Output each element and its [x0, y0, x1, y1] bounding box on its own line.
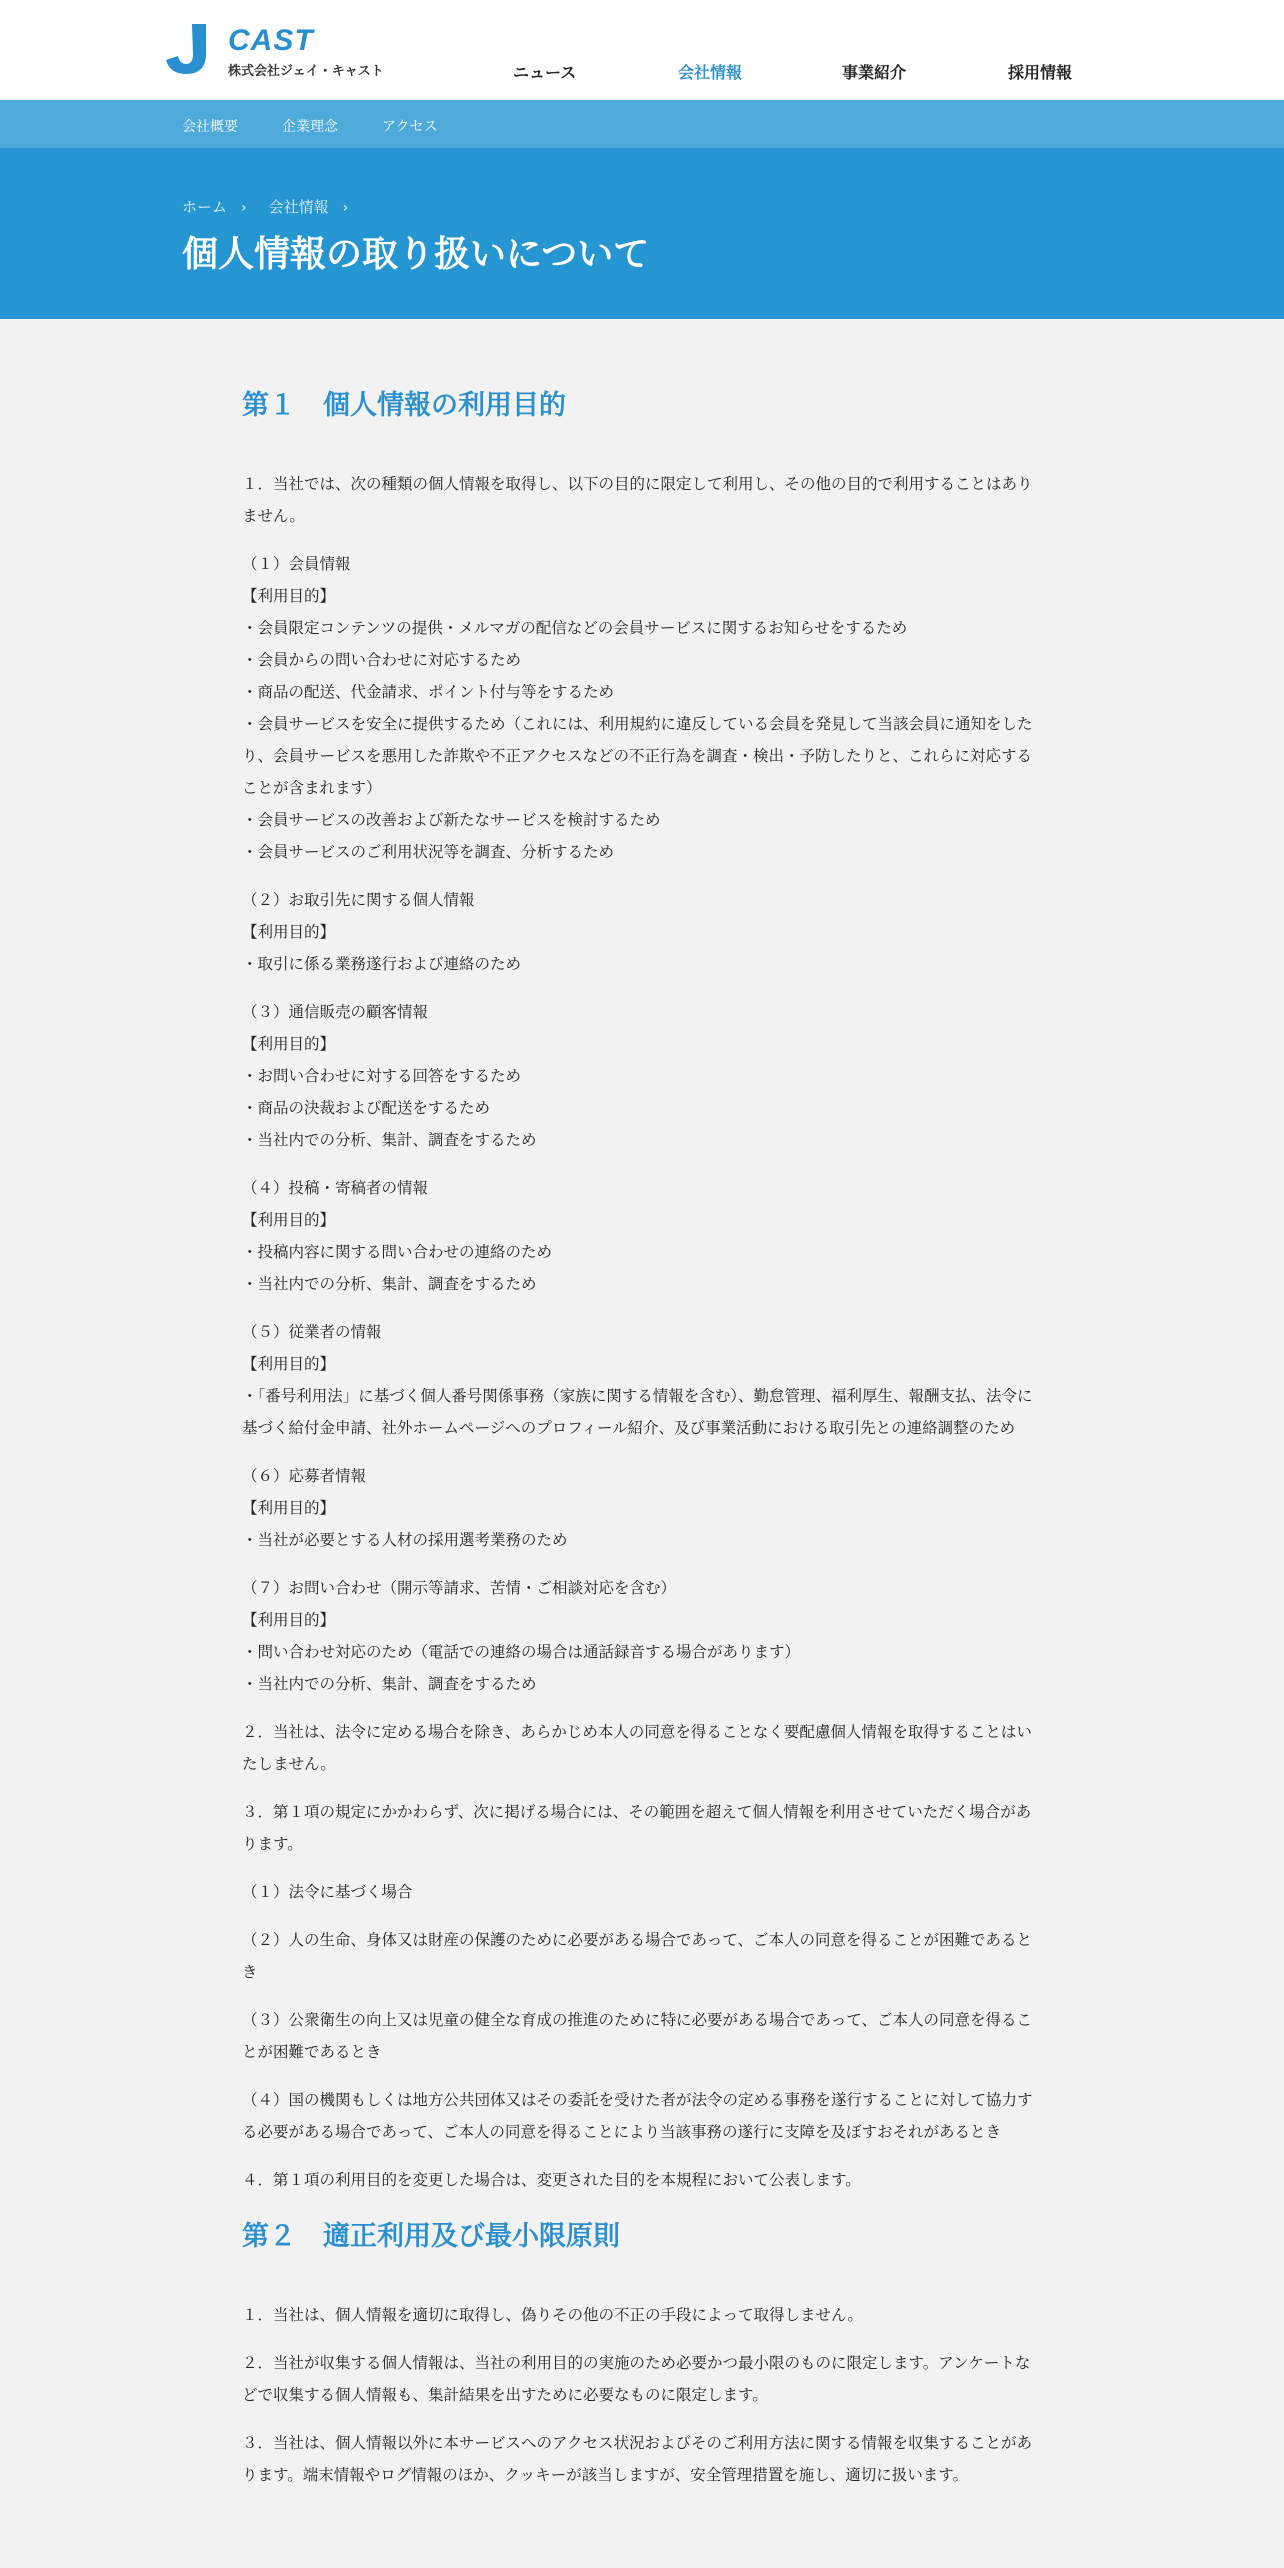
policy-paragraph: ・当社が必要とする人材の採用選考業務のため: [242, 1531, 568, 1549]
policy-paragraph: 【利用目的】: [242, 1499, 336, 1517]
policy-paragraph: ３．第１項の規定にかかわらず、次に掲げる場合には、その範囲を超えて個人情報を利用させていただく場合があります。: [242, 1803, 1032, 1853]
policy-paragraph: （４）投稿・寄稿者の情報: [242, 1179, 429, 1197]
policy-paragraph: （４）国の機関もしくは地方公共団体又はその委託を受けた者が法令の定める事務を遂行することに対して協力する必要がある場合であって、ご本人の同意を得ることにより当該事務の遂行に支障を及ぼすおそれがあるとき: [242, 2091, 1033, 2141]
policy-paragraph: （５）従業者の情報: [242, 1323, 382, 1341]
policy-paragraph: ・会員サービスを安全に提供するため（これには、利用規約に違反している会員を発見して当該会員に通知をしたり、会員サービスを悪用した詐欺や不正アクセスなどの不正行為を調査・検出・予防したりと、これらに対応することが含まれます）: [242, 715, 1033, 797]
nav-news[interactable]: ニュース: [513, 63, 577, 82]
policy-paragraph: 【利用目的】: [242, 1611, 336, 1629]
policy-paragraph: （７）お問い合わせ（開示等請求、苦情・ご相談対応を含む）: [242, 1579, 677, 1597]
sub-nav: [0, 100, 1284, 148]
policy-paragraph: ・「番号利用法」に基づく個人番号関係事務（家族に関する情報を含む）、勤怠管理、福利厚生、報酬支払、法令に基づく給付金申請、社外ホームページへのプロフィール紹介、及び事業活動における取引先との連絡調整のため: [242, 1387, 1033, 1437]
policy-paragraph: ・商品の決裁および配送をするため: [242, 1099, 491, 1117]
chevron-right-icon: ›: [241, 200, 247, 216]
policy-paragraph: （１）会員情報: [242, 555, 351, 573]
policy-paragraph: （６）応募者情報: [242, 1467, 367, 1485]
nav-company[interactable]: 会社情報: [678, 63, 743, 82]
policy-paragraph: 【利用目的】: [242, 923, 336, 941]
policy-paragraph: ・お問い合わせに対する回答をするため: [242, 1067, 522, 1085]
policy-paragraph: ・当社内での分析、集計、調査をするため: [242, 1675, 537, 1693]
section-title: 第１ 個人情報の利用目的: [242, 390, 566, 421]
policy-paragraph: ・会員からの問い合わせに対応するため: [242, 651, 522, 669]
policy-paragraph: 【利用目的】: [242, 1211, 336, 1229]
page-title: 個人情報の取り扱いについて: [182, 234, 650, 275]
policy-paragraph: （３）公衆衛生の向上又は児童の健全な育成の推進のために特に必要がある場合であって、ご本人の同意を得ることが困難であるとき: [242, 2011, 1033, 2061]
policy-paragraph: ２．当社が収集する個人情報は、当社の利用目的の実施のため必要かつ最小限のものに限定します。アンケートなどで収集する個人情報も、集計結果を出すために必要なものに限定します。: [242, 2354, 1031, 2404]
site-header: [0, 0, 1284, 100]
policy-paragraph: ・投稿内容に関する問い合わせの連絡のため: [242, 1243, 553, 1261]
policy-paragraph: １．当社では、次の種類の個人情報を取得し、以下の目的に限定して利用し、その他の目的で利用することはありません。: [242, 475, 1033, 525]
policy-content: [242, 319, 1042, 2491]
section-title: 第２ 適正利用及び最小限原則: [242, 2221, 620, 2252]
policy-paragraph: 【利用目的】: [242, 1355, 336, 1373]
page-hero: [0, 148, 1284, 319]
logo-text: CAST: [228, 24, 314, 57]
nav-business[interactable]: 事業紹介: [842, 63, 907, 82]
subnav-overview[interactable]: 会社概要: [182, 119, 238, 135]
policy-paragraph: （１）法令に基づく場合: [242, 1883, 413, 1901]
policy-paragraph: ・問い合わせ対応のため（電話での連絡の場合は通話録音する場合があります）: [242, 1643, 801, 1661]
policy-paragraph: 【利用目的】: [242, 1035, 336, 1053]
policy-paragraph: ４．第１項の利用目的を変更した場合は、変更された目的を本規程において公表します。: [242, 2171, 861, 2189]
main-nav: [0, 60, 1284, 80]
policy-paragraph: （２）お取引先に関する個人情報: [242, 891, 475, 909]
policy-paragraph: １．当社は、個人情報を適切に取得し、偽りその他の不正の手段によって取得しません。: [242, 2306, 863, 2324]
subnav-philosophy[interactable]: 企業理念: [282, 119, 338, 135]
logo-company-name: 株式会社ジェイ・キャスト: [228, 64, 384, 79]
subnav-access[interactable]: アクセス: [382, 119, 438, 135]
policy-paragraph: ・会員サービスの改善および新たなサービスを検討するため: [242, 811, 661, 829]
policy-paragraph: ・当社内での分析、集計、調査をするため: [242, 1275, 537, 1293]
policy-paragraph: （３）通信販売の顧客情報: [242, 1003, 429, 1021]
chevron-right-icon: ›: [342, 200, 349, 216]
policy-paragraph: ２．当社は、法令に定める場合を除き、あらかじめ本人の同意を得ることなく要配慮個人情報を取得することはいたしません。: [242, 1723, 1032, 1773]
breadcrumb-company[interactable]: 会社情報: [268, 198, 329, 216]
policy-paragraph: ・会員限定コンテンツの提供・メルマガの配信などの会員サービスに関するお知らせをするため: [242, 619, 908, 637]
breadcrumb: [182, 196, 370, 217]
breadcrumb-home[interactable]: ホーム: [182, 198, 228, 216]
policy-paragraph: ・取引に係る業務遂行および連絡のため: [242, 955, 522, 973]
policy-paragraph: ・会員サービスのご利用状況等を調査、分析するため: [242, 843, 615, 861]
policy-paragraph: （２）人の生命、身体又は財産の保護のために必要がある場合であって、ご本人の同意を得ることが困難であるとき: [242, 1931, 1033, 1981]
policy-paragraph: ・当社内での分析、集計、調査をするため: [242, 1131, 537, 1149]
policy-paragraph: 【利用目的】: [242, 587, 336, 605]
policy-paragraph: ３．当社は、個人情報以外に本サービスへのアクセス状況およびそのご利用方法に関する情報を収集することがあります。端末情報やログ情報のほか、クッキーが該当しますが、安全管理措置を施し、適切に扱います。: [242, 2434, 1033, 2484]
policy-paragraph: ・商品の配送、代金請求、ポイント付与等をするため: [242, 683, 615, 701]
nav-recruit[interactable]: 採用情報: [1008, 63, 1073, 82]
